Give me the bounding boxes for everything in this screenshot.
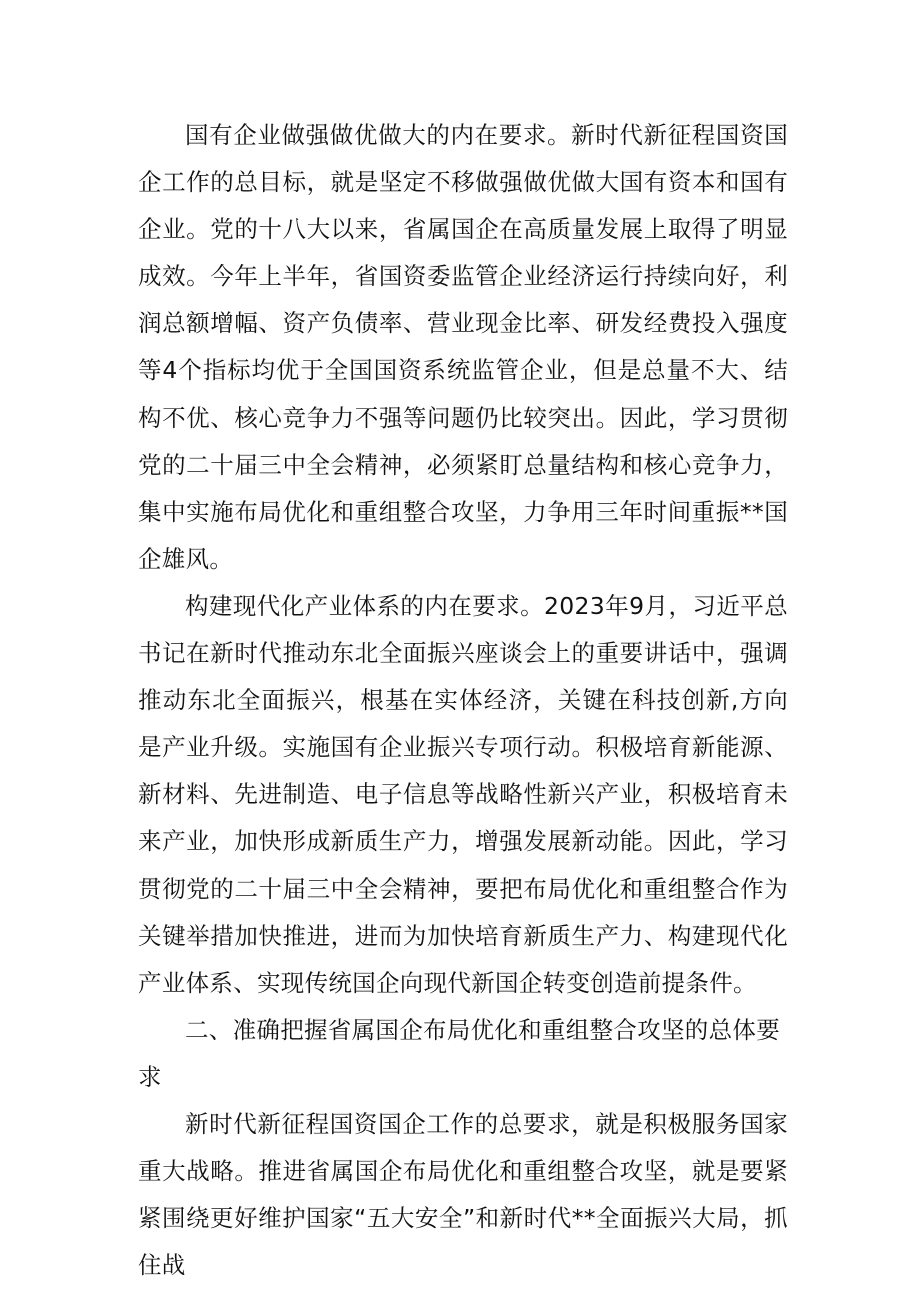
document-body — [138, 112, 788, 1289]
section-heading: 二、准确把握省属国企布局优化和重组整合攻坚的总体要求 — [138, 1015, 780, 1091]
paragraph-soe-requirements: 国有企业做强做优做大的内在要求。新时代新征程国资国企工作的总目标，就是坚定不移做强做优做大国有资本和国有企业。党的十八大以来，省属国企在高质量发展上取得了明显成效。今年上半年，省国资委监管企业经济运行持续向好，利润总额增幅、资产负债率、营业现金比率、研发经费投入强度等4个指标均优于全国国资系统监管企业，但是总量不大、结构不优、核心竞争力不强等问题仍比较突出。因此，学习贯彻党的二十届三中全会精神，必须紧盯总量结构和核心竞争力，集中实施布局优化和重组整合攻坚，力争用三年时间重振**国企雄风。 — [138, 121, 788, 573]
paragraph-industrial-system: 构建现代化产业体系的内在要求。2023年9月，习近平总书记在新时代推动东北全面振兴座谈会上的重要讲话中，强调推动东北全面振兴，根基在实体经济，关键在科技创新,方向是产业升级。实施国有企业振兴专项行动。积极培育新能源、新材料、先进制造、电子信息等战略性新兴产业，积极培育未来产业，加快形成新质生产力，增强发展新动能。因此，学习贯彻党的二十届三中全会精神，要把布局优化和重组整合作为关键举措加快推进，进而为加快培育新质生产力、构建现代化产业体系、实现传统国企向现代新国企转变创造前提条件。 — [138, 591, 788, 997]
paragraph-overall-requirements: 新时代新征程国资国企工作的总要求，就是积极服务国家重大战略。推进省属国企布局优化和重组整合攻坚，就是要紧紧围绕更好维护国家“五大安全”和新时代**全面振兴大局，抓住战 — [138, 1109, 788, 1280]
